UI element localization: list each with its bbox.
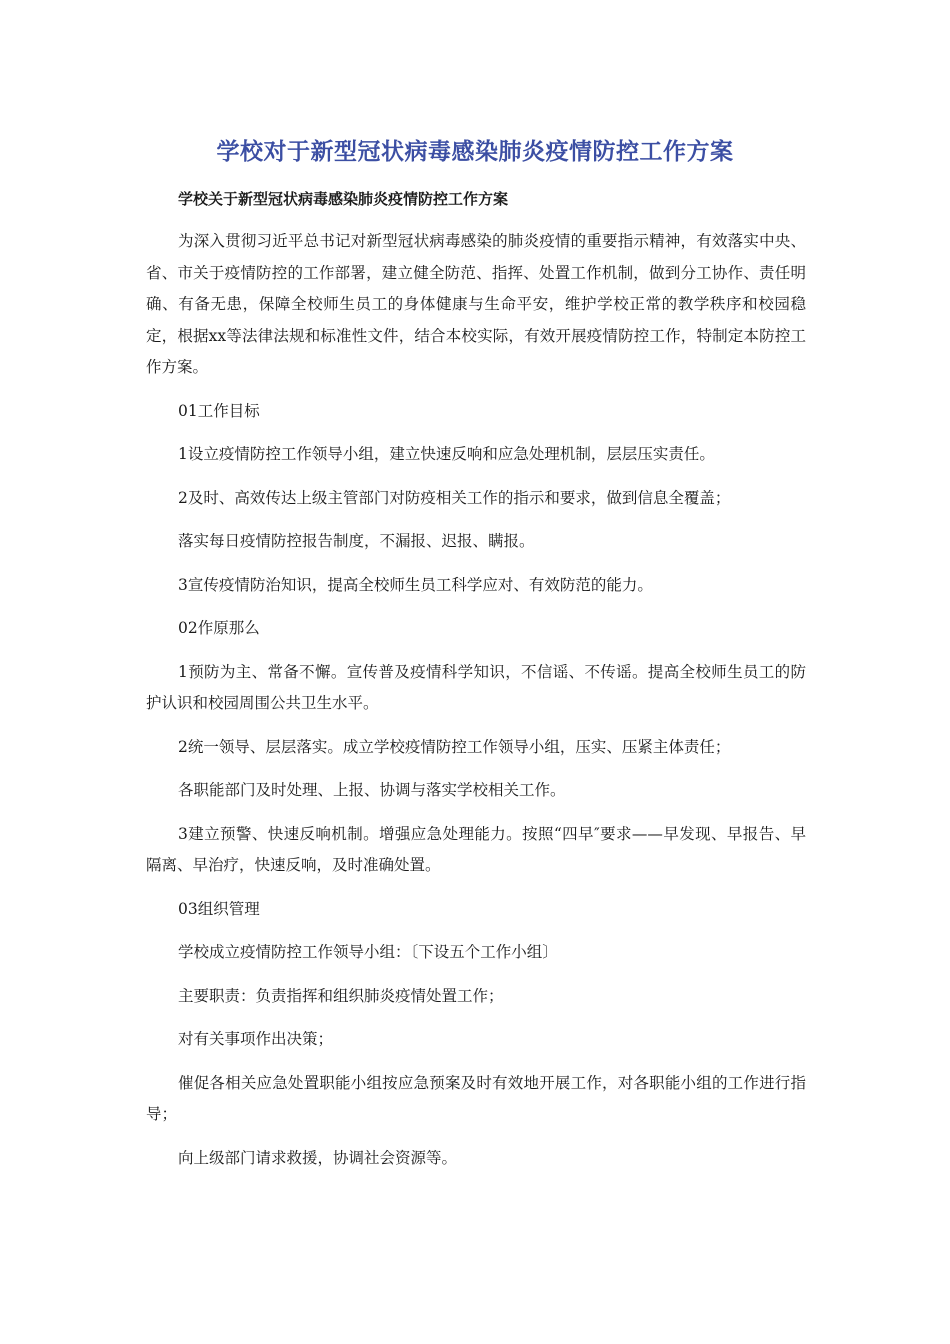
paragraph: 落实每日疫情防控报告制度，不漏报、迟报、瞒报。 [178, 532, 535, 550]
document-title: 学校对于新型冠状病毒感染肺炎疫情防控工作方案 [216, 139, 734, 165]
paragraph: 向上级部门请求救援，协调社会资源等。 [178, 1148, 458, 1167]
paragraph: 对有关事项作出决策； [178, 1030, 334, 1048]
section-heading: 02作原那么 [178, 619, 260, 637]
section-heading: 03组织管理 [178, 899, 260, 918]
paragraph: 1预防为主、常备不懈。宣传普及疫情科学知识，不信谣、不传谣。提高全校师生员工的防护认识和校园周围公共卫生水平。 [146, 662, 806, 712]
document-body [146, 186, 806, 1186]
paragraph: 1设立疫情防控工作领导小组，建立快速反响和应急处理机制，层层压实责任。 [178, 445, 715, 463]
document-subtitle: 学校关于新型冠状病毒感染肺炎疫情防控工作方案 [178, 190, 509, 208]
paragraph: 催促各相关应急处置职能小组按应急预案及时有效地开展工作，对各职能小组的工作进行指导； [146, 1073, 806, 1123]
paragraph: 3宣传疫情防治知识，提高全校师生员工科学应对、有效防范的能力。 [178, 575, 653, 594]
section-heading: 01工作目标 [178, 401, 260, 420]
paragraph: 3建立预警、快速反响机制。增强应急处理能力。按照“四早″要求——早发现、早报告、早隔离、早治疗，快速反响，及时准确处置。 [146, 824, 806, 874]
paragraph: 主要职责：负责指挥和组织肺炎疫情处置工作； [178, 986, 504, 1005]
intro-paragraph: 为深入贯彻习近平总书记对新型冠状病毒感染的肺炎疫情的重要指示精神，有效落实中央、省、市关于疫情防控的工作部署，建立健全防范、指挥、处置工作机制，做到分工协作、责任明确、有备无患，保障全校师生员工的身体健康与生命平安，维护学校正常的教学秩序和校园稳定，根据xx等法律法规和标准性文件，结合本校实际，有效开展疫情防控工作，特制定本防控工作方案。 [146, 232, 806, 376]
paragraph: 2统一领导、层层落实。成立学校疫情防控工作领导小组，压实、压紧主体责任； [178, 737, 731, 756]
paragraph: 各职能部门及时处理、上报、协调与落实学校相关工作。 [178, 781, 566, 799]
paragraph: 2及时、高效传达上级主管部门对防疫相关工作的指示和要求，做到信息全覆盖； [178, 488, 731, 507]
paragraph: 学校成立疫情防控工作领导小组：〔下设五个工作小组〕 [178, 943, 558, 961]
